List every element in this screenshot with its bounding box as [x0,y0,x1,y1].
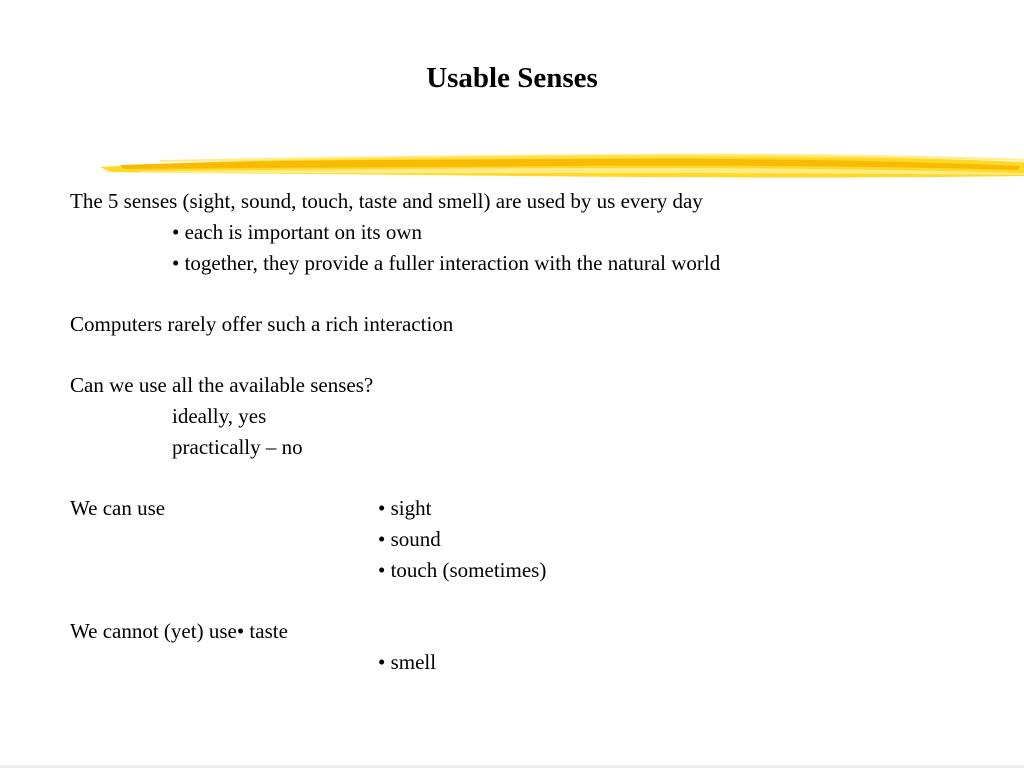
intro-text: The 5 senses (sight, sound, touch, taste and smell) are used by us every day [70,189,703,213]
highlighter-divider [100,148,1024,188]
answer-ideally: ideally, yes [172,404,267,428]
can-use-label: We can use [70,496,166,520]
computers-text: Computers rarely offer such a rich interaction [70,312,454,336]
cannot-use-row [70,616,288,647]
can-use-item-sound: • sound [378,527,441,551]
intro-bullet-1: • each is important on its own [172,220,422,244]
cannot-use-label: We cannot (yet) use [70,619,237,643]
can-use-item-touch: • touch (sometimes) [378,558,547,582]
cannot-use-item-smell: • smell [378,650,437,674]
slide-title: Usable Senses [426,62,598,94]
answer-practically: practically – no [172,435,303,459]
cannot-use-item-taste: • taste [236,619,288,643]
intro-bullet-2: • together, they provide a fuller interaction with the natural world [172,251,721,275]
can-use-item-sight: • sight [378,496,432,520]
question-text: Can we use all the available senses? [70,373,374,397]
